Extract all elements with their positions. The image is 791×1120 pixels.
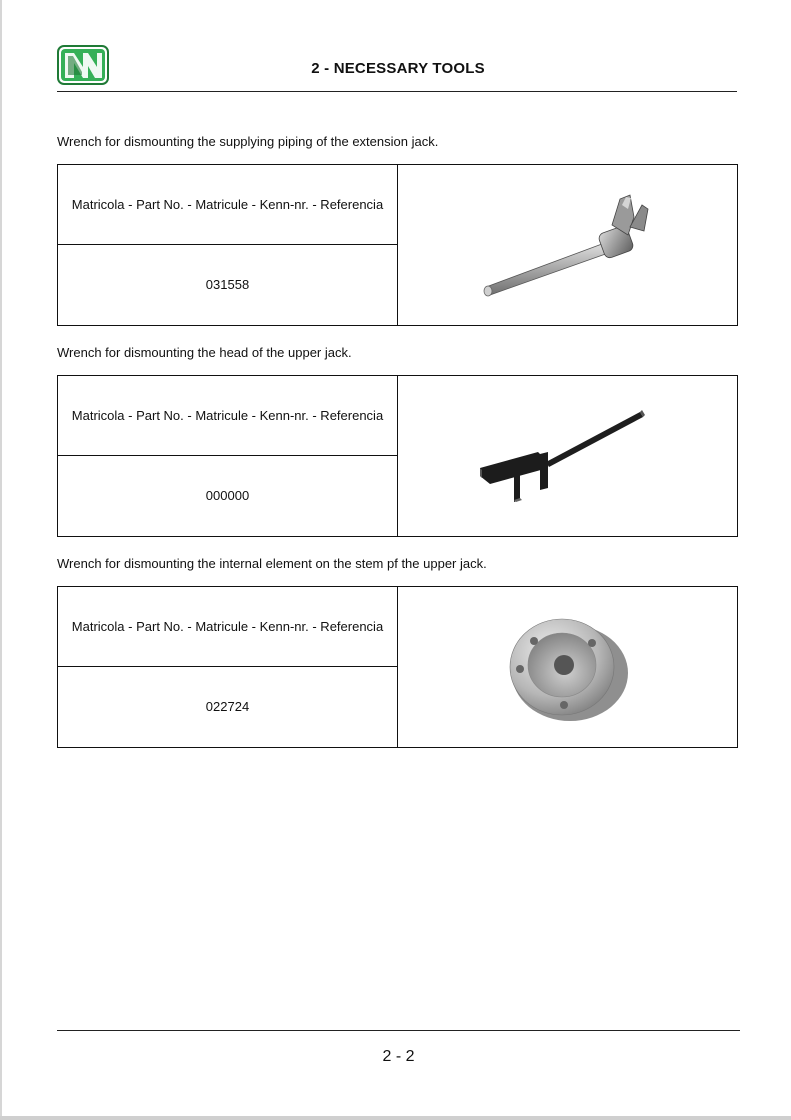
mm-brand-logo-icon [57,45,109,85]
pipe-wrench-icon [398,165,737,325]
footer-divider [57,1030,740,1031]
fork-wrench-icon [398,376,737,536]
tool-info-column [58,587,398,747]
tool-info-column [58,165,398,325]
tool-table [57,164,738,326]
tool-image-cell [398,165,737,325]
tool-table [57,586,738,748]
part-number-value: 022724 [205,699,250,714]
part-number-label: Matricola - Part No. - Matricule - Kenn-nr. - Referencia [58,587,397,667]
tool-image-cell [398,376,737,536]
part-number-label: Matricola - Part No. - Matricule - Kenn-nr. - Referencia [58,165,397,245]
page-number: 2 - 2 [382,1048,415,1065]
tool-caption: Wrench for dismounting the supplying piping of the extension jack. [57,134,439,149]
tool-caption: Wrench for dismounting the internal element on the stem pf the upper jack. [57,556,487,571]
tool-info-column [58,376,398,536]
part-number-label: Matricola - Part No. - Matricule - Kenn-nr. - Referencia [58,376,397,456]
part-number-value: 031558 [205,277,250,292]
page-title: 2 - NECESSARY TOOLS [311,60,485,77]
page-edge [0,0,2,1120]
header-divider [57,91,737,92]
tool-image-cell [398,587,737,747]
tool-caption: Wrench for dismounting the head of the upper jack. [57,345,352,360]
page-edge [0,1116,791,1120]
tool-table [57,375,738,537]
part-number-value: 000000 [205,488,250,503]
ring-spanner-icon [398,587,737,747]
